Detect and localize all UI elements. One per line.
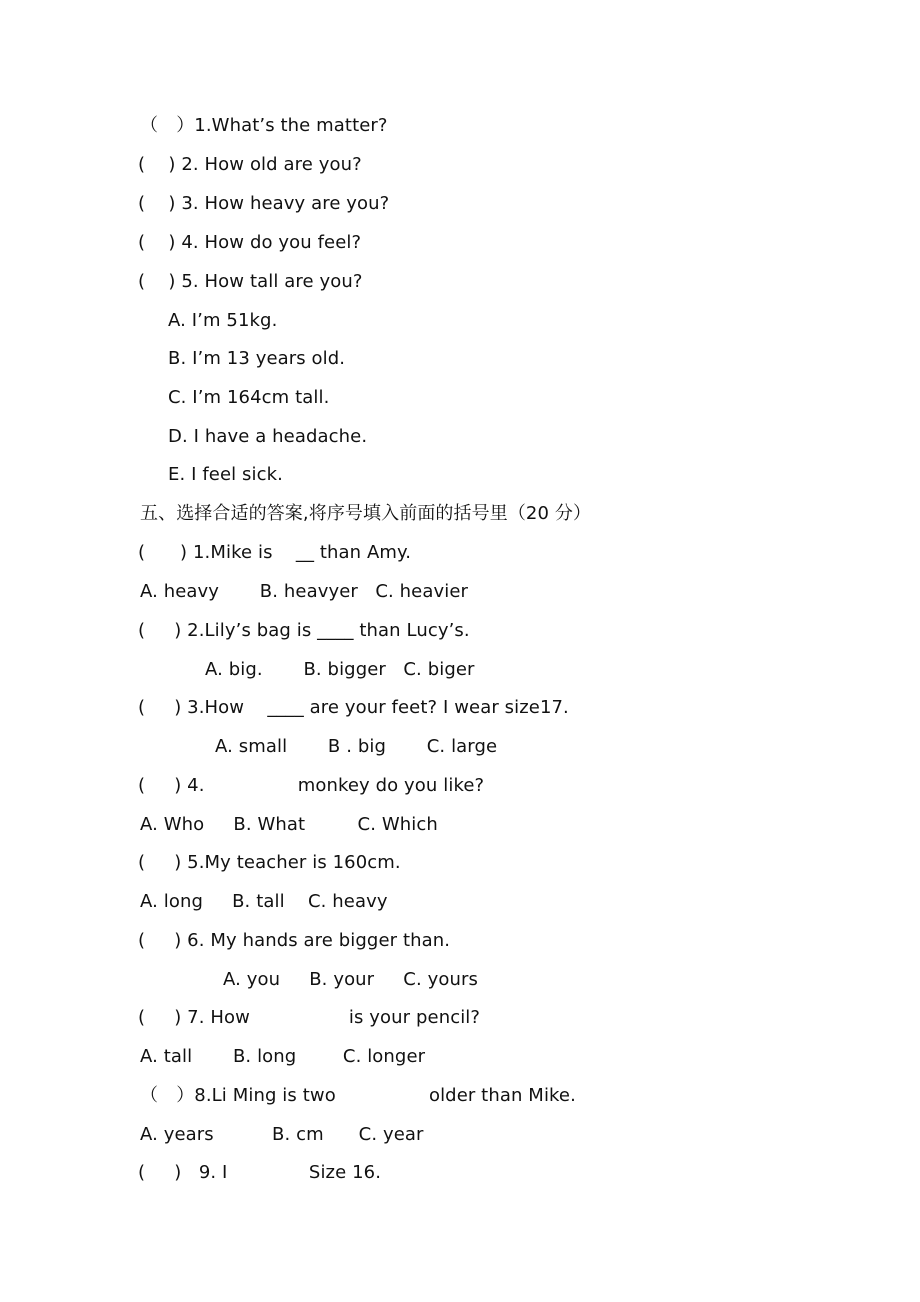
question-8: （ ）8.Li Ming is two older than Mike.: [140, 1085, 576, 1106]
question-9: ( ) 9. I Size 16.: [138, 1162, 382, 1183]
matching-answer-b: B. I’m 13 years old.: [168, 348, 346, 369]
question-2-options: A. big. B. bigger C. biger: [205, 659, 475, 680]
matching-question-2: ( ) 2. How old are you?: [138, 154, 362, 175]
question-8-options: A. years B. cm C. year: [140, 1124, 424, 1145]
question-2: ( ) 2.Lily’s bag is ____ than Lucy’s.: [138, 620, 470, 641]
matching-answer-c: C. I’m 164cm tall.: [168, 387, 330, 408]
question-3-options: A. small B . big C. large: [215, 736, 498, 757]
matching-question-5: ( ) 5. How tall are you?: [138, 271, 363, 292]
matching-answer-a: A. I’m 51kg.: [168, 310, 278, 331]
matching-question-1: （ ）1.What’s the matter?: [140, 115, 388, 136]
matching-question-4: ( ) 4. How do you feel?: [138, 232, 362, 253]
question-7: ( ) 7. How is your pencil?: [138, 1007, 481, 1028]
section-heading: 五、选择合适的答案,将序号填入前面的括号里（20 分）: [140, 503, 592, 524]
question-1: ( ) 1.Mike is __ than Amy.: [138, 542, 412, 563]
question-6: ( ) 6. My hands are bigger than.: [138, 930, 451, 951]
question-5-options: A. long B. tall C. heavy: [140, 891, 388, 912]
matching-question-3: ( ) 3. How heavy are you?: [138, 193, 390, 214]
question-6-options: A. you B. your C. yours: [223, 969, 478, 990]
matching-answer-d: D. I have a headache.: [168, 426, 368, 447]
question-4: ( ) 4. monkey do you like?: [138, 775, 485, 796]
question-5: ( ) 5.My teacher is 160cm.: [138, 852, 401, 873]
matching-answer-e: E. I feel sick.: [168, 464, 283, 485]
question-3: ( ) 3.How ____ are your feet? I wear size17.: [138, 697, 569, 718]
question-1-options: A. heavy B. heavyer C. heavier: [140, 581, 469, 602]
question-4-options: A. Who B. What C. Which: [140, 814, 438, 835]
question-7-options: A. tall B. long C. longer: [140, 1046, 426, 1067]
